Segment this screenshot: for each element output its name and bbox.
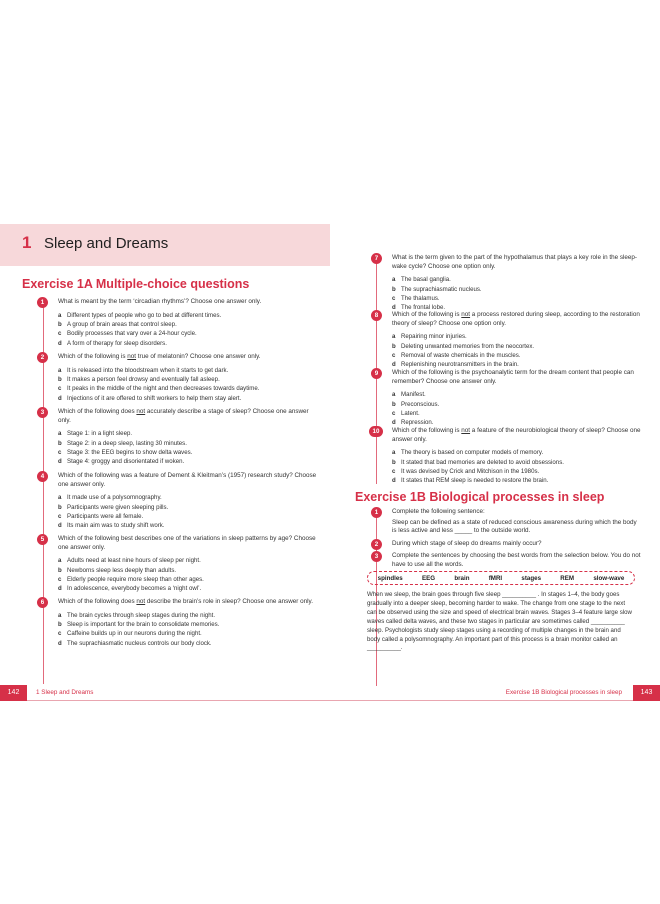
option-b: b It stated that bad memories are deleted to avoid obsessions.	[392, 458, 564, 466]
option-c: c Stage 3: the EEG begins to show delta waves.	[58, 449, 193, 456]
question-text: Which of the following does not describe the brain’s role in sleep? Choose one answer only.	[58, 598, 313, 605]
question-text: Which of the following is the psychoanalytic term for the dream content that people can remember? Choose one answer only.	[392, 369, 634, 385]
running-footer-right: Exercise 1B Biological processes in sleep	[505, 689, 622, 696]
question-number-badge: 3	[37, 407, 48, 418]
option-b: b Newborns sleep less deeply than adults.	[58, 566, 177, 574]
option-d: d The frontal lobe.	[392, 304, 446, 312]
chapter-title: Sleep and Dreams	[44, 235, 169, 252]
option-d: d In adolescence, everybody becomes a ‘night owl’.	[58, 585, 202, 593]
option-a: a Stage 1: in a light sleep.	[58, 430, 133, 438]
running-footer-left: 1 Sleep and Dreams	[36, 689, 94, 696]
word-bank-item: spindles	[377, 574, 403, 582]
question-number-badge: 7	[371, 253, 382, 264]
question-text: What is the term given to the part of the hypothalamus that plays a key role in the sleep-wake cycle? Choose one option only.	[392, 254, 638, 270]
option-b: b Participants were given sleeping pills.	[58, 503, 169, 511]
word-bank-item: REM	[560, 574, 575, 582]
question-number-badge: 6	[37, 597, 48, 608]
question-3	[40, 408, 318, 467]
option-b: b Deleting unwanted memories from the neocortex.	[392, 342, 535, 350]
option-a: a Different types of people who go to bed at different times.	[58, 311, 222, 319]
fill-in-paragraph: When we sleep, the brain goes through five sleep __________ . In stages 1–4, the body goes gradually into a deeper sleep, becoming harder to wake. The change from one stage to the next can be observed using the size and speed of electrical brain waves. Stages 3–4 feature large slow waves called delta waves, and these two stages in particular are sometimes called __________ sleep. Psychologists study sleep stages using a recording of multiple changes in the brain and body called a polysomnography. An important part of this process is a brain monitor called an __________.	[367, 591, 632, 652]
question-number-badge: 1	[37, 297, 48, 308]
question-9	[374, 369, 642, 428]
option-a: a The basal ganglia.	[392, 276, 451, 284]
option-a: a It is released into the bloodstream when it starts to get dark.	[58, 366, 229, 374]
option-b: b Preconscious.	[392, 400, 440, 408]
question-text: Complete the following sentence:	[392, 508, 485, 515]
option-d: d The suprachiasmatic nucleus controls our body clock.	[58, 639, 212, 647]
option-a: a It made use of a polysomnography.	[58, 494, 162, 502]
option-d: d Replenishing neurotransmitters in the brain.	[392, 361, 519, 369]
question-4	[40, 472, 318, 531]
word-bank	[367, 571, 635, 585]
option-a: a Manifest.	[392, 391, 426, 399]
exercise-1b-question-3	[374, 552, 642, 569]
question-text: Which of the following does not accurately describe a stage of sleep? Choose one answer only.	[58, 408, 309, 424]
option-c: c Latent.	[392, 410, 420, 417]
option-b: b It makes a person feel drowsy and eventually fall asleep.	[58, 376, 220, 383]
question-5	[40, 535, 318, 594]
question-text: Which of the following is not a feature of the neurobiological theory of sleep? Choose one answer only.	[392, 427, 641, 443]
word-bank-item: brain	[454, 574, 470, 582]
word-bank-item: stages	[521, 574, 542, 582]
option-a: a Repairing minor injuries.	[392, 333, 467, 341]
exercise-1b-question-1	[374, 508, 642, 536]
option-d: d Injections of it are offered to shift workers to help them stay alert.	[58, 394, 242, 402]
option-c: c Bodily processes that vary over a 24-hour cycle.	[58, 330, 197, 338]
word-bank-item: EEG	[422, 574, 436, 582]
option-b: b The suprachiasmatic nucleus.	[392, 285, 482, 293]
question-8	[374, 311, 642, 370]
option-c: c It was devised by Crick and Mitchison in the 1980s.	[392, 468, 540, 475]
question-10	[372, 427, 642, 486]
option-d: d A form of therapy for sleep disorders.	[58, 339, 167, 347]
option-d: d Its main aim was to study shift work.	[58, 522, 165, 530]
word-bank-item: fMRI	[488, 574, 503, 582]
question-number-badge: 9	[371, 368, 382, 379]
question-text: During which stage of sleep do dreams mainly occur?	[392, 540, 542, 547]
exercise-1b-question-2	[374, 540, 642, 549]
question-text: Which of the following best describes one of the variations in sleep patterns by age? Choose one answer only.	[58, 535, 316, 551]
question-number-badge: 4	[37, 471, 48, 482]
option-c: c The thalamus.	[392, 295, 440, 302]
option-c: c Participants were all female.	[58, 513, 144, 520]
option-c: c Removal of waste chemicals in the muscles.	[392, 352, 521, 359]
option-b: b Stage 2: in a deep sleep, lasting 30 minutes.	[58, 439, 187, 447]
footer-rule-right	[330, 700, 633, 701]
question-text: Which of the following is not a process restored during sleep, according to the restoration theory of sleep? Choose one option only.	[392, 311, 640, 327]
question-number-badge: 5	[37, 534, 48, 545]
sentence-to-complete: Sleep can be defined as a state of reduced conscious awareness during which the body is less active and less _____ to the outside world.	[392, 518, 637, 535]
option-d: d Repression.	[392, 419, 434, 427]
option-a: a Adults need at least nine hours of sleep per night.	[58, 557, 201, 565]
question-7	[374, 254, 642, 313]
question-text: Which of the following was a feature of Dement & Kleitman’s (1957) research study? Choose one answer only.	[58, 472, 317, 488]
question-number-badge: 3	[371, 551, 382, 562]
option-d: d Stage 4: groggy and disorientated if woken.	[58, 458, 185, 466]
option-c: c Caffeine builds up in our neurons during the night.	[58, 630, 202, 638]
question-text: Which of the following is not true of melatonin? Choose one answer only.	[58, 353, 261, 360]
option-c: c Elderly people require more sleep than other ages.	[58, 576, 204, 583]
option-d: d It states that REM sleep is needed to restore the brain.	[392, 477, 549, 485]
question-1	[40, 298, 318, 348]
exercise-1a-title: Exercise 1A Multiple-choice questions	[22, 277, 250, 291]
question-number-badge: 2	[37, 352, 48, 363]
option-b: b A group of brain areas that control sleep.	[58, 321, 177, 328]
option-a: a The theory is based on computer models of memory.	[392, 449, 544, 457]
page-number-left: 142	[0, 685, 27, 701]
question-2	[40, 353, 318, 403]
question-number-badge: 8	[371, 310, 382, 321]
page-number-right: 143	[633, 685, 660, 701]
option-a: a The brain cycles through sleep stages during the night.	[58, 611, 216, 619]
question-number-badge: 2	[371, 539, 382, 550]
question-number-badge: 1	[371, 507, 382, 518]
footer-rule-left	[27, 700, 330, 701]
exercise-1b-title: Exercise 1B Biological processes in sleep	[355, 490, 605, 504]
question-6	[40, 598, 318, 648]
question-text: What is meant by the term ‘circadian rhythms’? Choose one answer only.	[58, 298, 262, 305]
chapter-number: 1	[22, 233, 32, 252]
question-number-badge: 10	[369, 426, 383, 437]
word-bank-item: slow-wave	[593, 574, 625, 582]
option-c: c It peaks in the middle of the night and then decreases towards daytime.	[58, 385, 260, 393]
option-b: b Sleep is important for the brain to consolidate memories.	[58, 621, 220, 628]
question-text: Complete the sentences by choosing the best words from the selection below. You do not have to use all the words.	[392, 552, 641, 568]
